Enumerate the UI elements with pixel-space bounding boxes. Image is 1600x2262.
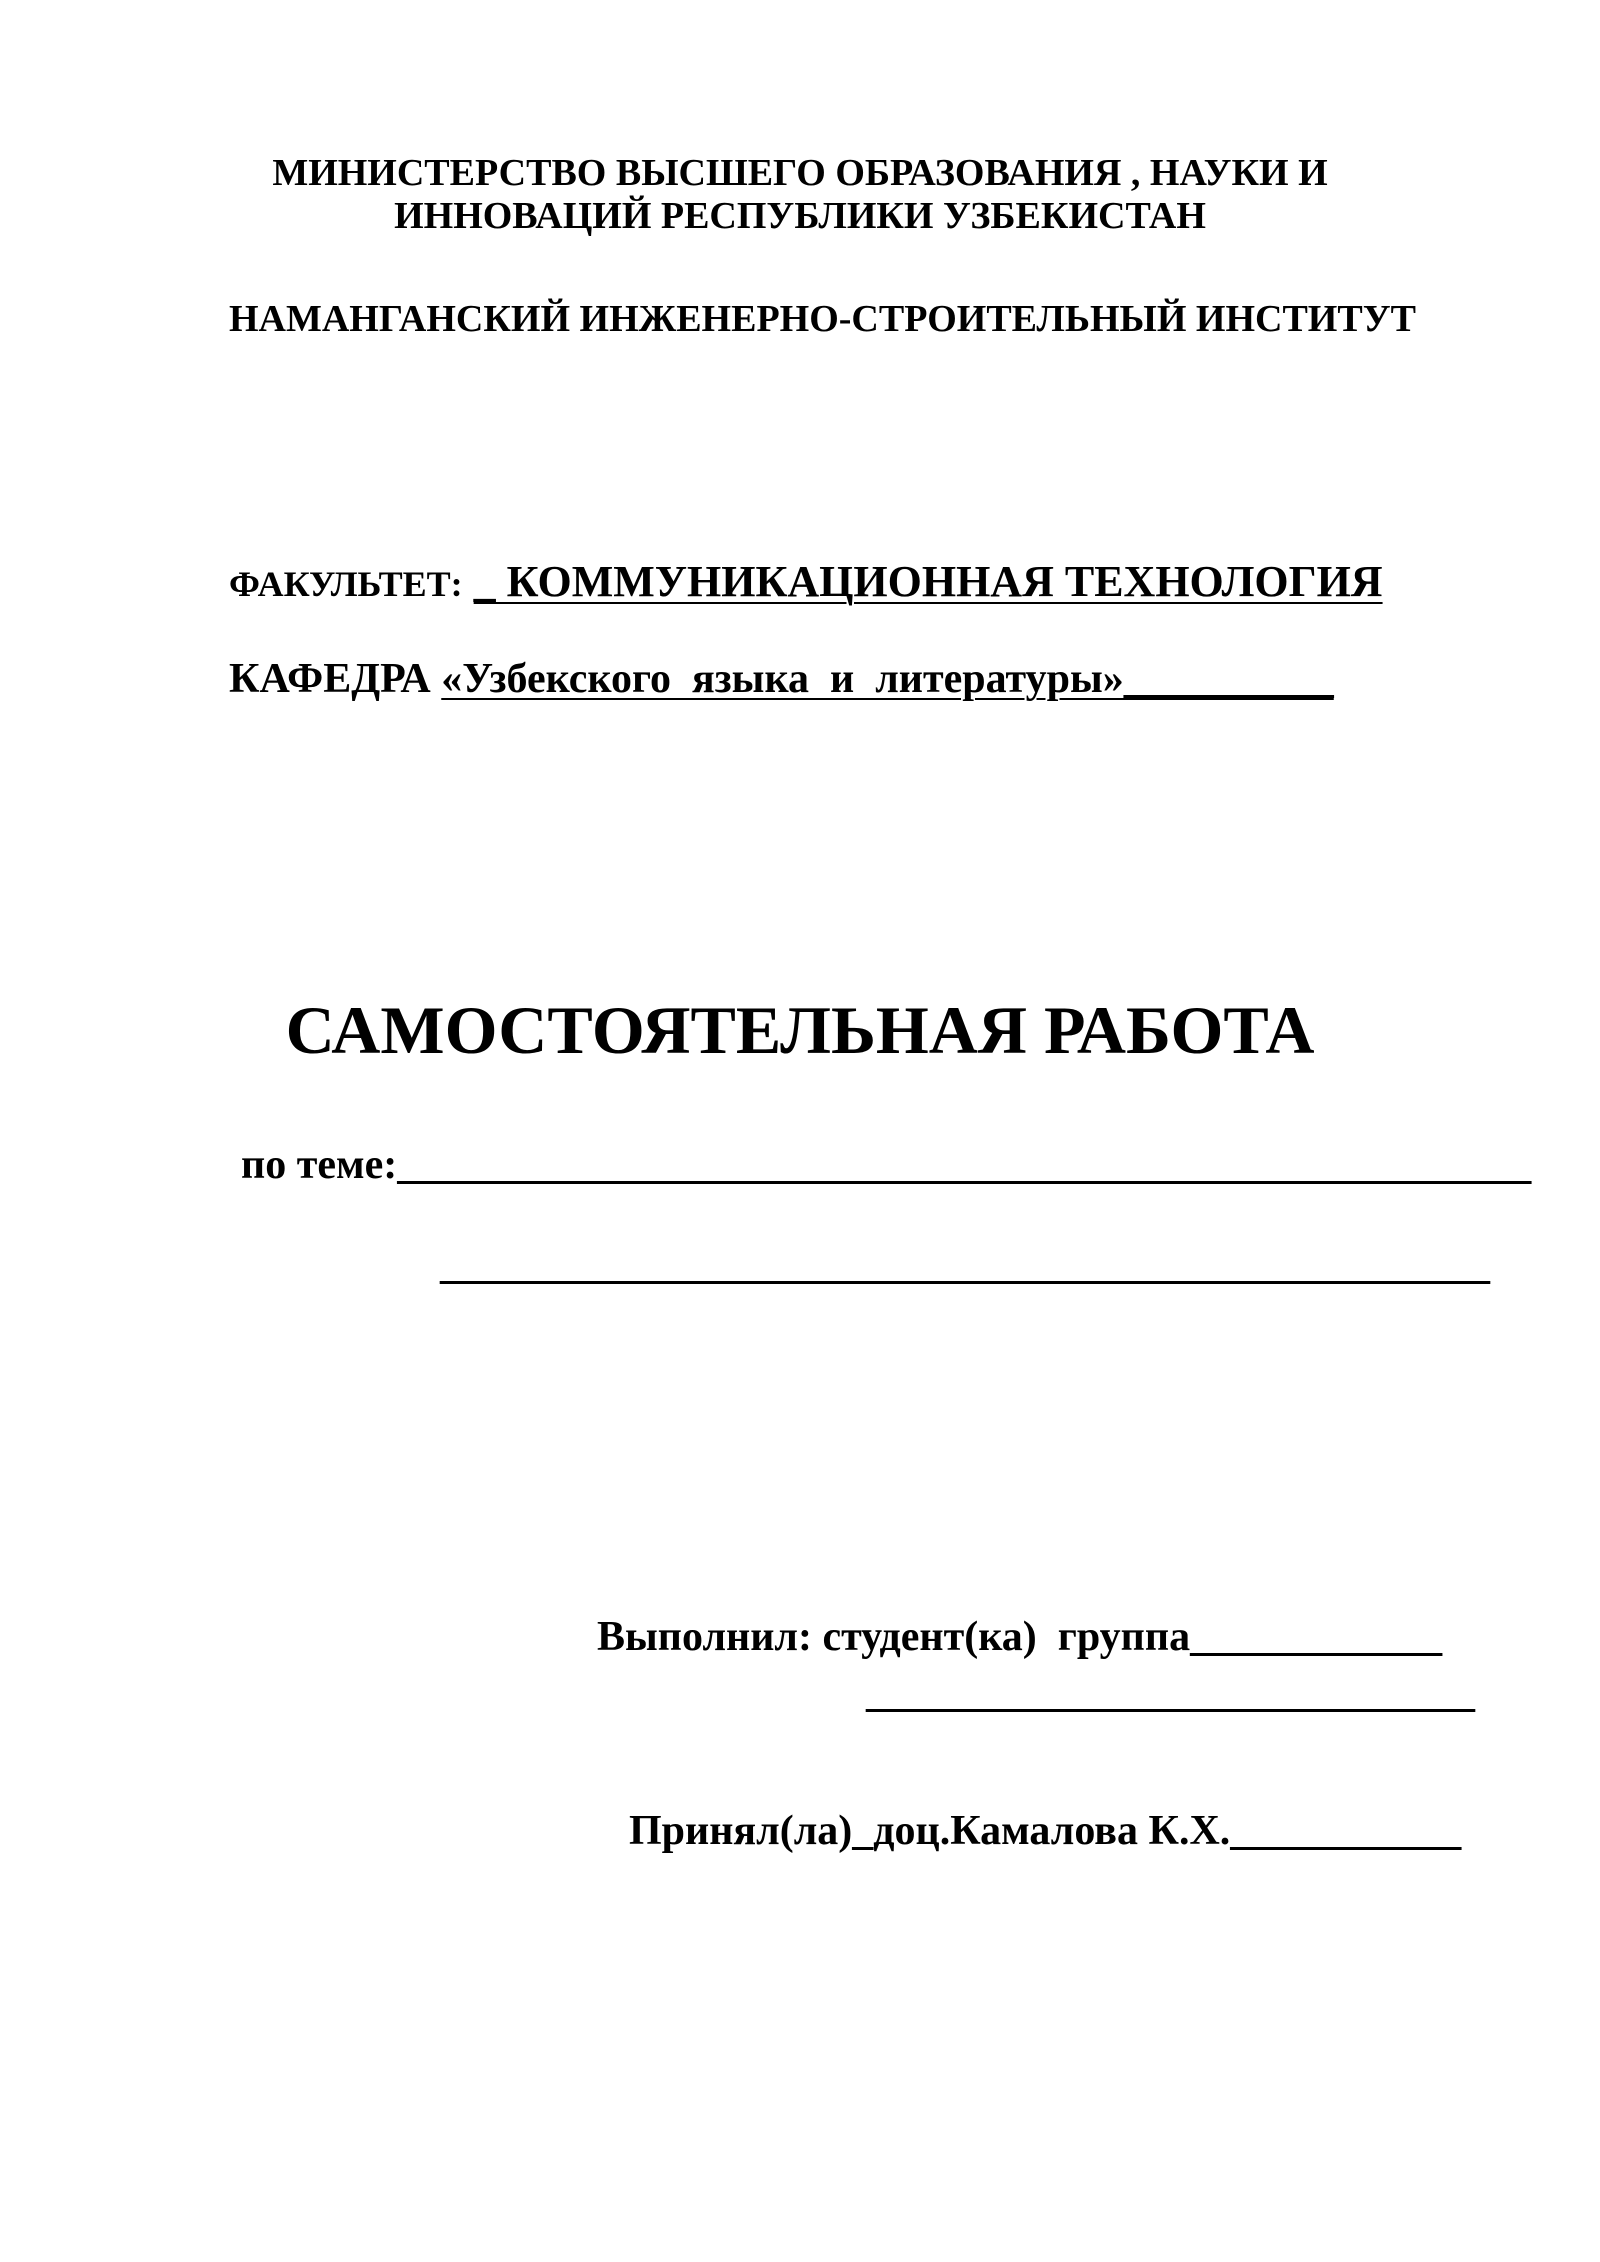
faculty-label: ФАКУЛЬТЕТ:	[229, 564, 463, 604]
faculty-row	[229, 557, 1383, 606]
topic-field: по теме:______________________________________________________	[241, 1142, 1532, 1188]
accepted-by-field: Принял(ла)_доц.Камалова К.Х.___________	[629, 1808, 1462, 1854]
faculty-value: _ КОММУНИКАЦИОННАЯ ТЕХНОЛОГИЯ	[473, 557, 1383, 606]
ministry-heading-line2: ИННОВАЦИЙ РЕСПУБЛИКИ УЗБЕКИСТАН	[394, 195, 1206, 237]
department-label: КАФЕДРА	[229, 656, 431, 702]
performer-field: Выполнил: студент(ка) группа____________	[597, 1614, 1443, 1660]
department-row	[229, 658, 1334, 700]
document-title: САМОСТОЯТЕЛЬНАЯ РАБОТА	[285, 992, 1315, 1068]
topic-field-line2: __________________________________________________	[440, 1242, 1490, 1288]
ministry-heading-line1: МИНИСТЕРСТВО ВЫСШЕГО ОБРАЗОВАНИЯ , НАУКИ И	[272, 152, 1328, 194]
department-value: «Узбекского языка и литературы»__________	[441, 656, 1334, 702]
performer-name-line: _____________________________	[866, 1670, 1475, 1716]
institute-name: НАМАНГАНСКИЙ ИНЖЕНЕРНО-СТРОИТЕЛЬНЫЙ ИНСТИТУТ	[229, 298, 1416, 340]
